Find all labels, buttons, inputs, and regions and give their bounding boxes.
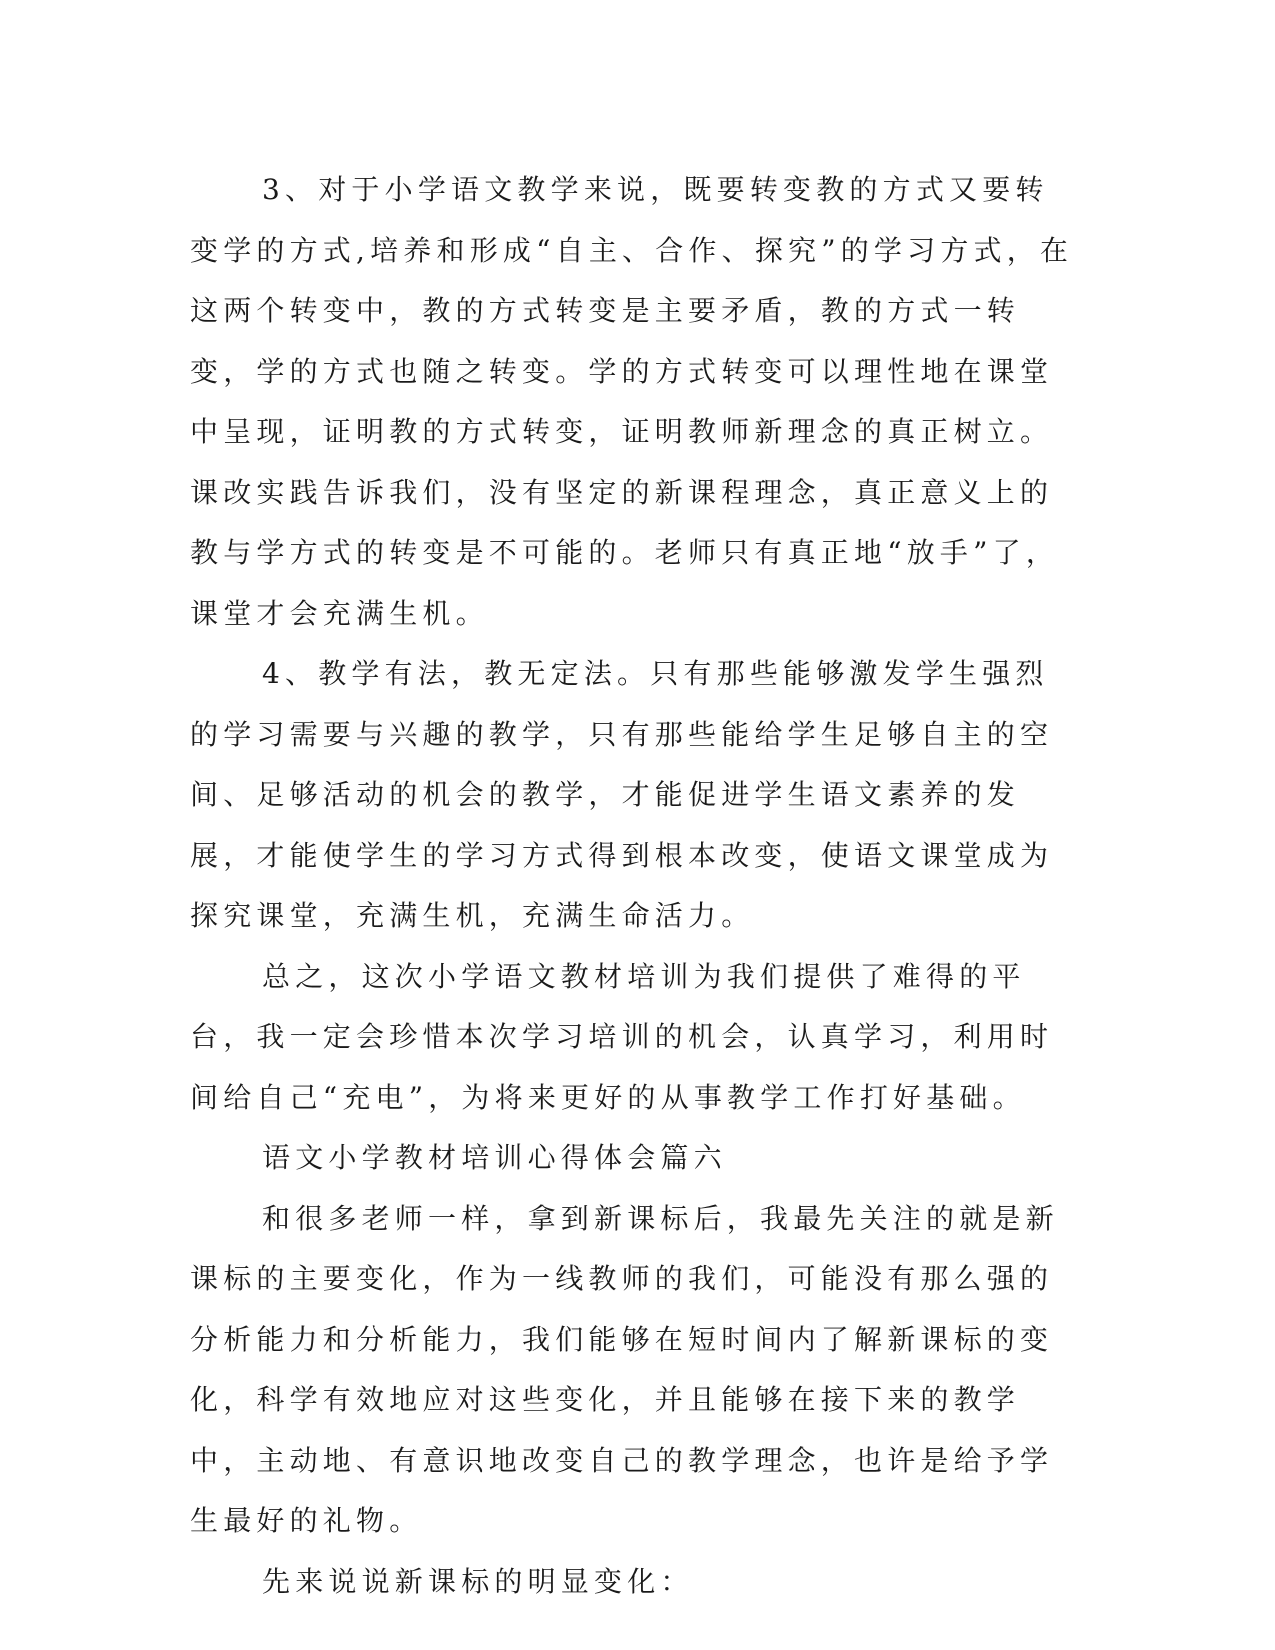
paragraph-item-4: 4、教学有法，教无定法。只有那些能够激发学生强烈的学习需要与兴趣的教学，只有那些能给学生足够自主的空间、足够活动的机会的教学，才能促进学生语文素养的发展，才能使学生的学习方式得到根本改变，使语文课堂成为探究课堂，充满生机，充满生命活力。 [190,657,1054,932]
paragraph-summary: 总之，这次小学语文教材培训为我们提供了难得的平台，我一定会珍惜本次学习培训的机会，认真学习，利用时间给自己“充电”，为将来更好的从事教学工作打好基础。 [190,959,1054,1114]
paragraph-item-3: 3、对于小学语文教学来说，既要转变教的方式又要转变学的方式,培养和形成“自主、合作、探究”的学习方式，在这两个转变中，教的方式转变是主要矛盾，教的方式一转变，学的方式也随之转变。学的方式转变可以理性地在课堂中呈现，证明教的方式转变，证明教师新理念的真正树立。课改实践告诉我们，没有坚定的新课程理念，真正意义上的教与学方式的转变是不可能的。老师只有真正地“放手”了，课堂才会充满生机。 [190,173,1074,630]
document-body [190,160,1075,1612]
paragraph-intro: 和很多老师一样，拿到新课标后，我最先关注的就是新课标的主要变化，作为一线教师的我们，可能没有那么强的分析能力和分析能力，我们能够在短时间内了解新课标的变化，科学有效地应对这些变化，并且能够在接下来的教学中，主动地、有意识地改变自己的教学理念，也许是给予学生最好的礼物。 [190,1201,1059,1537]
paragraph-lead: 先来说说新课标的明显变化： [262,1564,694,1598]
section-heading: 语文小学教材培训心得体会篇六 [262,1141,727,1174]
